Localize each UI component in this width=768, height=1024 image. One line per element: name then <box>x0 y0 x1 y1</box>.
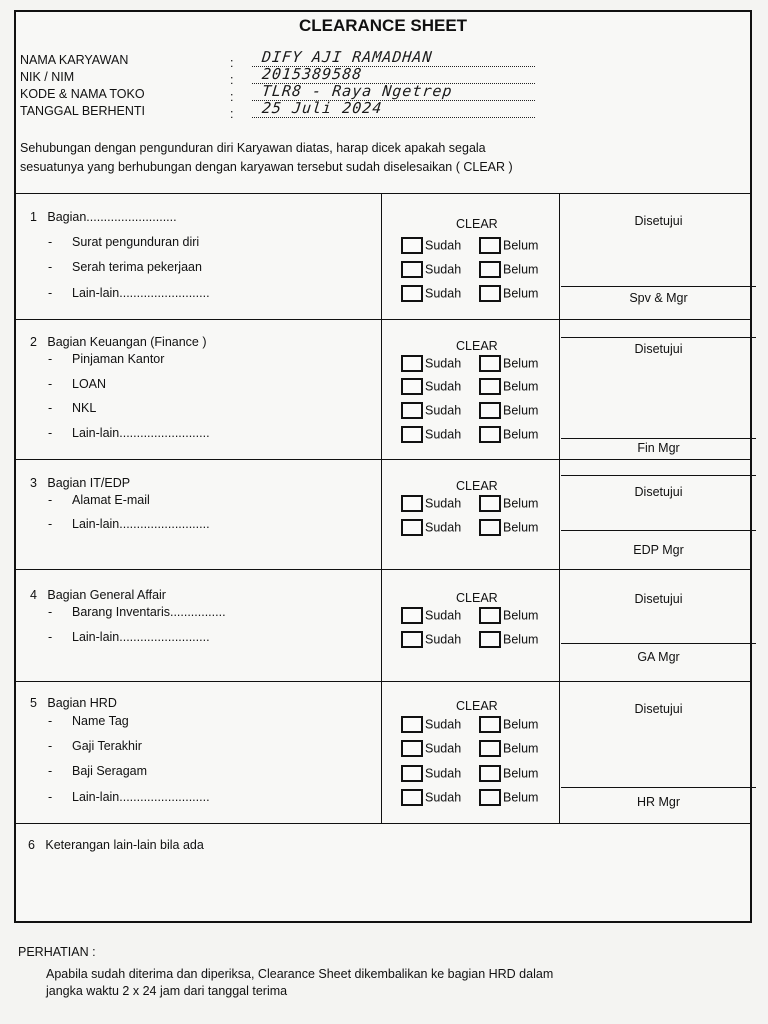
field-value-date <box>252 99 535 118</box>
approval-box: Disetujui Fin Mgr <box>561 320 756 460</box>
checkbox-sudah[interactable]: Sudah <box>401 402 461 419</box>
handwritten-name: DIFY AJI RAMADHAN <box>261 48 434 66</box>
handwritten-date: 25 Juli 2024 <box>261 99 384 117</box>
section-1 <box>16 193 750 320</box>
list-item: - Alamat E-mail <box>48 493 150 507</box>
field-colon: : <box>230 90 234 104</box>
checkbox-sudah[interactable]: Sudah <box>401 285 461 302</box>
checkbox-belum[interactable]: Belum <box>479 631 538 648</box>
clear-header: CLEAR <box>456 339 498 353</box>
checkbox-belum[interactable]: Belum <box>479 765 538 782</box>
signer-label: Fin Mgr <box>637 441 680 455</box>
section-6-notes <box>16 823 750 922</box>
footer-notice: PERHATIAN : Apabila sudah diterima dan diperiksa, Clearance Sheet dikembalikan ke bagian HRD dalam jangka waktu 2 x 24 jam dari tanggal terima <box>18 945 554 998</box>
checkbox-sudah[interactable]: Sudah <box>401 789 461 806</box>
checkbox-belum[interactable]: Belum <box>479 519 538 536</box>
checkbox-sudah[interactable]: Sudah <box>401 237 461 254</box>
field-label-date: TANGGAL BERHENTI <box>20 104 146 118</box>
checkbox-sudah[interactable]: Sudah <box>401 740 461 757</box>
signer-label: Spv & Mgr <box>629 291 688 305</box>
form-title: CLEARANCE SHEET <box>298 16 468 35</box>
section-title: 4 Bagian General Affair <box>30 588 166 602</box>
field-label-name: NAMA KARYAWAN <box>20 53 129 67</box>
section-2 <box>16 319 750 460</box>
checkbox-belum[interactable]: Belum <box>479 355 538 372</box>
checkbox-belum[interactable]: Belum <box>479 716 538 733</box>
checkbox-belum[interactable]: Belum <box>479 495 538 512</box>
section-4 <box>16 569 750 682</box>
list-item: - Baji Seragam <box>48 764 148 778</box>
checkbox-sudah[interactable]: Sudah <box>401 631 461 648</box>
section-title: 3 Bagian IT/EDP <box>30 476 131 490</box>
field-colon: : <box>230 73 234 87</box>
checkbox-belum[interactable]: Belum <box>479 237 538 254</box>
list-item: - Name Tag <box>48 714 129 728</box>
list-item: - Pinjaman Kantor <box>48 352 165 366</box>
notes-title: 6 Keterangan lain-lain bila ada <box>28 838 204 852</box>
clear-header: CLEAR <box>456 217 498 231</box>
clear-header: CLEAR <box>456 699 498 713</box>
list-item: - Surat pengunduran diri <box>48 235 200 249</box>
checkbox-sudah[interactable]: Sudah <box>401 261 461 278</box>
clear-header: CLEAR <box>456 479 498 493</box>
field-colon: : <box>230 107 234 121</box>
checkbox-sudah[interactable]: Sudah <box>401 426 461 443</box>
list-item: - NKL <box>48 401 97 415</box>
intro-text: Sehubungan dengan pengunduran diri Karyawan diatas, harap dicek apakah segala sesuatunya yang berhubungan dengan karyawan tersebut sudah diselesaikan ( CLEAR ) <box>20 141 513 174</box>
field-label-store: KODE & NAMA TOKO <box>20 87 145 101</box>
checkbox-belum[interactable]: Belum <box>479 402 538 419</box>
checkbox-sudah[interactable]: Sudah <box>401 765 461 782</box>
clearance-sheet-form <box>14 10 752 923</box>
checkbox-belum[interactable]: Belum <box>479 789 538 806</box>
checkbox-belum[interactable]: Belum <box>479 378 538 395</box>
signer-label: EDP Mgr <box>633 543 684 557</box>
checkbox-belum[interactable]: Belum <box>479 261 538 278</box>
checkbox-sudah[interactable]: Sudah <box>401 378 461 395</box>
list-item: - Lain-lain.......................... <box>48 630 210 644</box>
handwritten-nik: 2015389588 <box>261 65 364 83</box>
signer-label: HR Mgr <box>636 795 681 809</box>
approval-box: Disetujui HR Mgr <box>561 682 756 824</box>
checkbox-belum[interactable]: Belum <box>479 285 538 302</box>
checkbox-sudah[interactable]: Sudah <box>401 355 461 372</box>
approval-box: Disetujui GA Mgr <box>561 570 756 682</box>
checkbox-belum[interactable]: Belum <box>479 740 538 757</box>
list-item: - Lain-lain.......................... <box>48 517 210 531</box>
handwritten-store: TLR8 - Raya Ngetrep <box>261 82 454 100</box>
list-item: - Lain-lain.......................... <box>48 286 210 300</box>
checkbox-belum[interactable]: Belum <box>479 607 538 624</box>
list-item: - Gaji Terakhir <box>48 739 142 753</box>
section-title: 2 Bagian Keuangan (Finance ) <box>30 335 207 349</box>
section-title: 5 Bagian HRD <box>30 696 117 710</box>
field-label-nik: NIK / NIM <box>20 70 75 84</box>
list-item: - Lain-lain.......................... <box>48 790 210 804</box>
checkbox-sudah[interactable]: Sudah <box>401 495 461 512</box>
checkbox-sudah[interactable]: Sudah <box>401 716 461 733</box>
list-item: - Serah terima pekerjaan <box>48 260 202 274</box>
approval-box: Disetujui EDP Mgr <box>561 460 756 570</box>
section-5 <box>16 681 750 824</box>
list-item: - Barang Inventaris................ <box>48 605 226 619</box>
field-colon: : <box>230 56 234 70</box>
list-item: - Lain-lain.......................... <box>48 426 210 440</box>
clear-header: CLEAR <box>456 591 498 605</box>
checkbox-sudah[interactable]: Sudah <box>401 519 461 536</box>
footer-heading: PERHATIAN : <box>18 945 96 959</box>
signer-label: GA Mgr <box>637 650 680 664</box>
checkbox-belum[interactable]: Belum <box>479 426 538 443</box>
section-3 <box>16 459 750 570</box>
list-item: - LOAN <box>48 377 107 391</box>
approval-box: Disetujui Spv & Mgr <box>561 194 756 320</box>
checkbox-sudah[interactable]: Sudah <box>401 607 461 624</box>
section-title: 1 Bagian.......................... <box>30 210 177 224</box>
